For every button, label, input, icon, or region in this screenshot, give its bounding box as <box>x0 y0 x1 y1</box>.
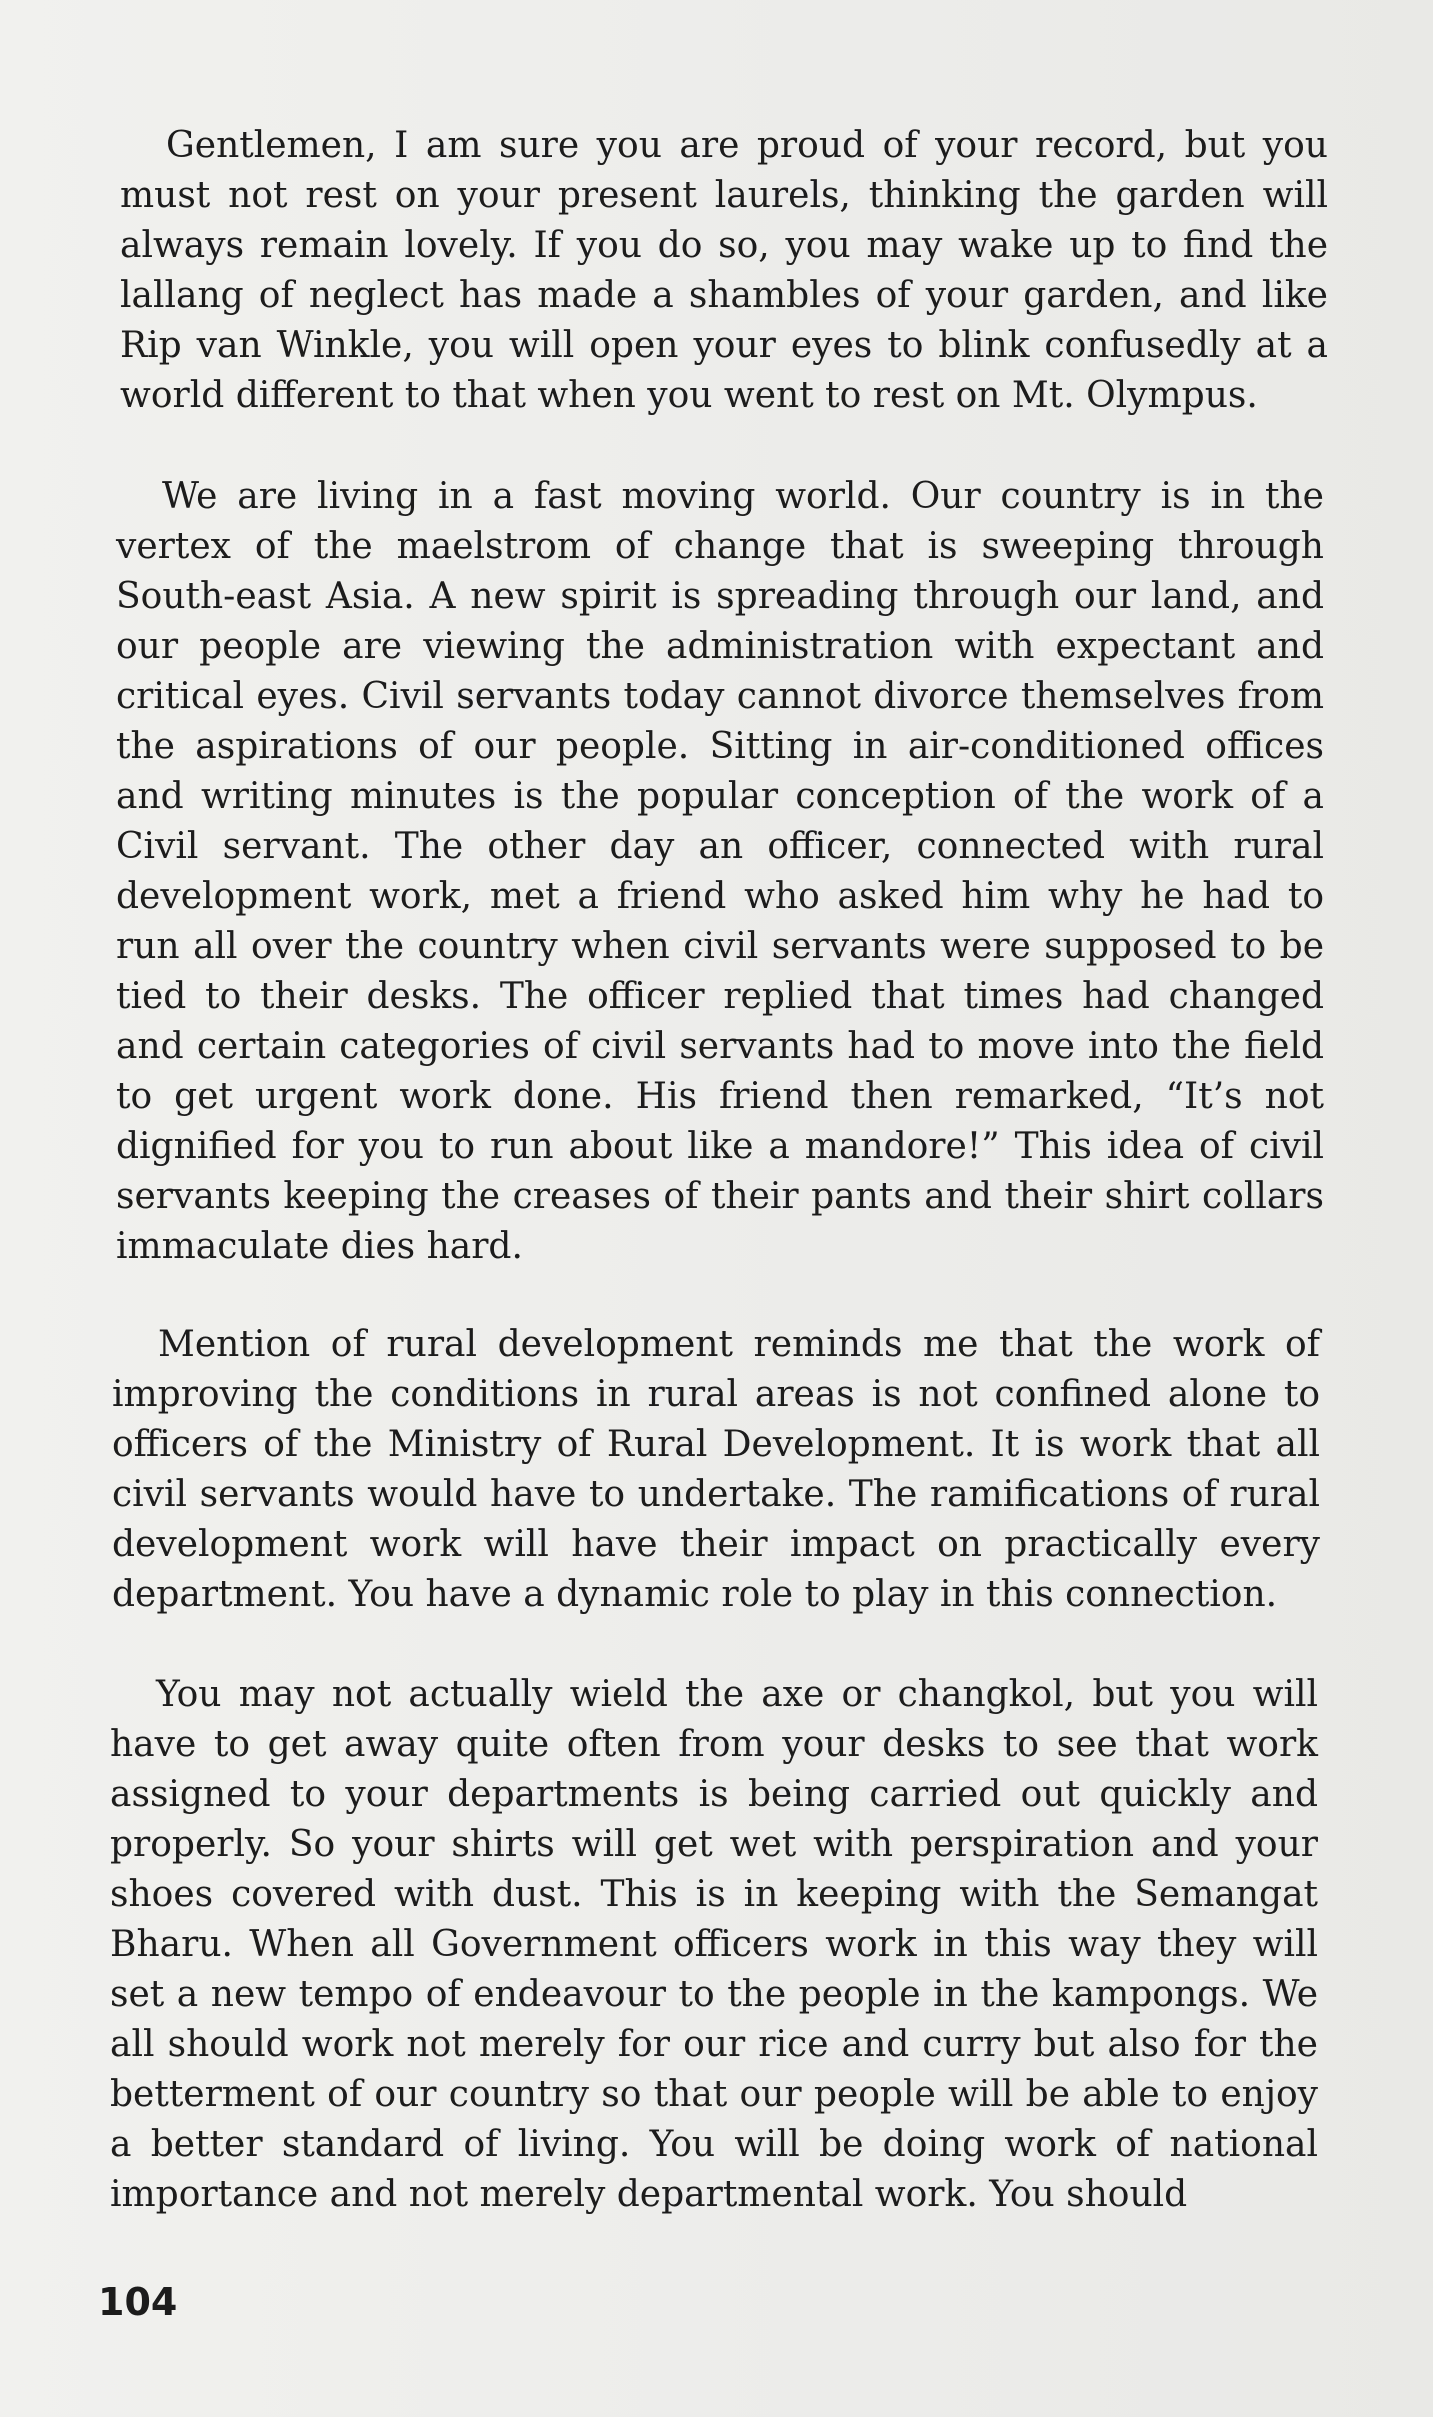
page-number: 104 <box>98 2280 178 2324</box>
paragraph-text: Gentlemen, I am sure you are proud of your record, but you must not rest on your present laurels, thinking the garden will always remain lovely. If you do so, you may wake up to find the lallang of neglect has made a shambles of your garden, and like Rip van Winkle, you will open your eyes to blink confusedly at a world different to that when you went to rest on Mt. Olympus. <box>120 125 1328 416</box>
paragraph-4 <box>110 1670 1318 2220</box>
paragraph-text: We are living in a fast moving world. Our country is in the vertex of the maelstrom of change that is sweeping through South-east Asia. A new spirit is spreading through our land, and our people are viewing the administration with expectant and critical eyes. Civil servants today cannot divorce themselves from the aspirations of our people. Sitting in air-conditioned offices and writing minutes is the popular conception of the work of a Civil servant. The other day an officer, connected with rural development work, met a friend who asked him why he had to run all over the country when civil servants were supposed to be tied to their desks. The officer replied that times had changed and certain categories of civil servants had to move into the field to get urgent work done. His friend then remarked, “It’s not dignified for you to run about like a mandore!” This idea of civil servants keeping the creases of their pants and their shirt collars immaculate dies hard. <box>116 476 1324 1267</box>
paragraph-2 <box>116 472 1324 1272</box>
paragraph-text: Mention of rural development reminds me that the work of improving the conditions in rural areas is not confined alone to officers of the Ministry of Rural Development. It is work that all civil servants would have to undertake. The ramifications of rural development work will have their impact on practically every department. You have a dynamic role to play in this connection. <box>112 1324 1320 1615</box>
paragraph-1 <box>120 121 1328 421</box>
paragraph-text: You may not actually wield the axe or changkol, but you will have to get away quite often from your desks to see that work assigned to your departments is being carried out quickly and properly. So your shirts will get wet with perspiration and your shoes covered with dust. This is in keeping with the Semangat Bharu. When all Government officers work in this way they will set a new tempo of endeavour to the people in the kampongs. We all should work not merely for our rice and curry but also for the betterment of our country so that our people will be able to enjoy a better standard of living. You will be doing work of national importance and not merely departmental work. You should <box>110 1674 1318 2215</box>
paragraph-3 <box>112 1320 1320 1620</box>
